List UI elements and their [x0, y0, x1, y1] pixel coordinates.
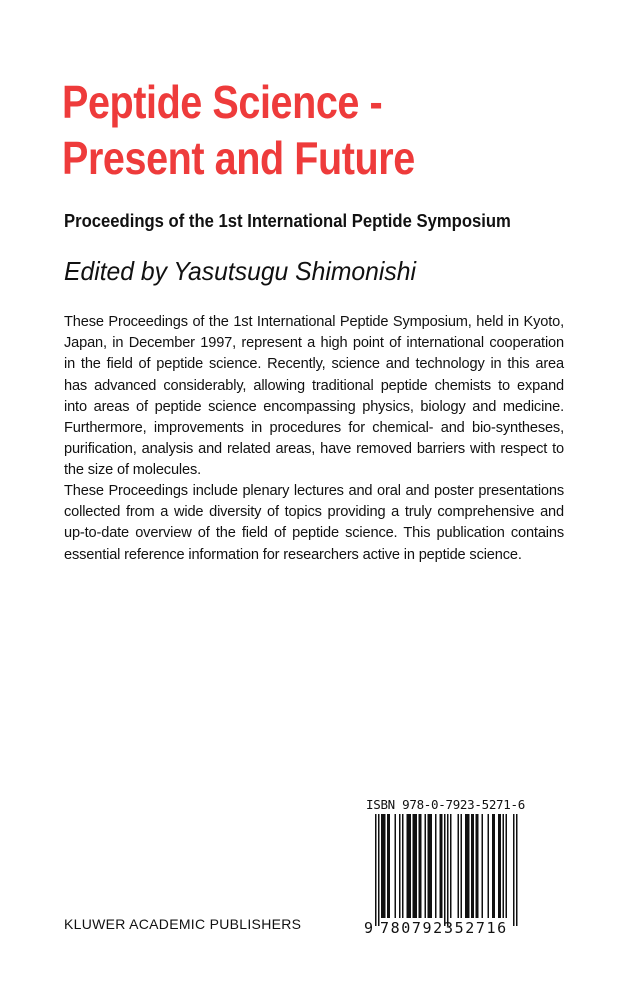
barcode-bar — [428, 814, 430, 918]
book-subtitle: Proceedings of the 1st International Peptide Symposium — [64, 210, 511, 231]
barcode-bar — [416, 814, 418, 918]
barcode-bar — [506, 814, 508, 918]
barcode-bar — [498, 814, 500, 918]
book-title — [62, 74, 509, 186]
barcode-bar — [467, 814, 469, 918]
barcode-right-group: 352716 — [444, 919, 508, 937]
publisher-name: KLUWER ACADEMIC PUBLISHERS — [64, 916, 302, 932]
barcode-bar — [441, 814, 443, 918]
barcode-bar — [408, 814, 410, 918]
barcode-bar — [465, 814, 467, 918]
barcode-left-group: 780792 — [380, 919, 444, 937]
barcode-bar — [420, 814, 422, 918]
barcode-bar — [384, 814, 386, 918]
barcode-bar — [440, 814, 442, 918]
barcode-bar — [381, 814, 383, 918]
barcode-bar — [414, 814, 416, 918]
barcode-bar — [500, 814, 502, 918]
barcode-bar — [375, 814, 377, 926]
barcode-bar — [410, 814, 412, 918]
barcode-bar — [513, 814, 515, 926]
barcode-bar — [387, 814, 389, 918]
description-paragraph-1: These Proceedings of the 1st International Peptide Symposium, held in Kyoto, Japan, in December 1997, represent a high point of international cooperation in the field of peptide science. Recently, science and technology in this area has advanced considerably, allowing traditional peptide chemists to expand into areas of peptide science encompassing physics, biology and medicine. Furthermore, improvements in procedures for chemical- and bio-syntheses, purification, analysis and related areas, have removed barriers with respect to the size of molecules. — [64, 314, 564, 479]
barcode-bar — [458, 814, 460, 918]
barcode-bar — [450, 814, 452, 918]
barcode-bar — [383, 814, 385, 918]
barcode-first-digit: 9 — [364, 919, 374, 937]
barcode-bar — [503, 814, 505, 918]
barcode-bar — [425, 814, 427, 918]
title-line-1: Peptide Science - — [62, 76, 383, 128]
barcode-bar — [402, 814, 404, 918]
isbn-barcode-block — [360, 798, 530, 938]
barcode-bar — [471, 814, 473, 918]
barcode-bar — [395, 814, 397, 918]
barcode-bar — [378, 814, 380, 926]
barcode-bar — [477, 814, 479, 918]
barcode-bar — [476, 814, 478, 918]
barcode-bar — [444, 814, 446, 926]
barcode-bar — [429, 814, 431, 918]
barcode-bar — [431, 814, 433, 918]
title-line-2: Present and Future — [62, 132, 415, 184]
barcode-bar — [468, 814, 470, 918]
isbn-number: ISBN 978-0-7923-5271-6 — [366, 797, 525, 812]
barcode-bar — [419, 814, 421, 918]
barcode-bar — [461, 814, 463, 918]
barcode-bar — [413, 814, 415, 918]
barcode-bar — [407, 814, 409, 918]
barcode-bar — [399, 814, 401, 918]
barcode-bar — [494, 814, 496, 918]
barcode-bar — [492, 814, 494, 918]
description-paragraph-2: These Proceedings include plenary lectures and oral and poster presentations collected from a wide diversity of topics providing a truly comprehensive and up-to-date overview of the field of peptide science. This publication contains essential reference information for researchers active in peptide science. — [64, 483, 564, 563]
barcode-bar — [473, 814, 475, 918]
barcode-bar — [482, 814, 484, 918]
editor-credit: Edited by Yasutsugu Shimonishi — [64, 256, 416, 286]
barcode-bar — [516, 814, 518, 926]
barcode-bar — [447, 814, 449, 926]
barcode-image — [360, 814, 520, 926]
barcode-bar — [488, 814, 490, 918]
barcode-bar — [435, 814, 437, 918]
barcode-bar — [389, 814, 391, 918]
